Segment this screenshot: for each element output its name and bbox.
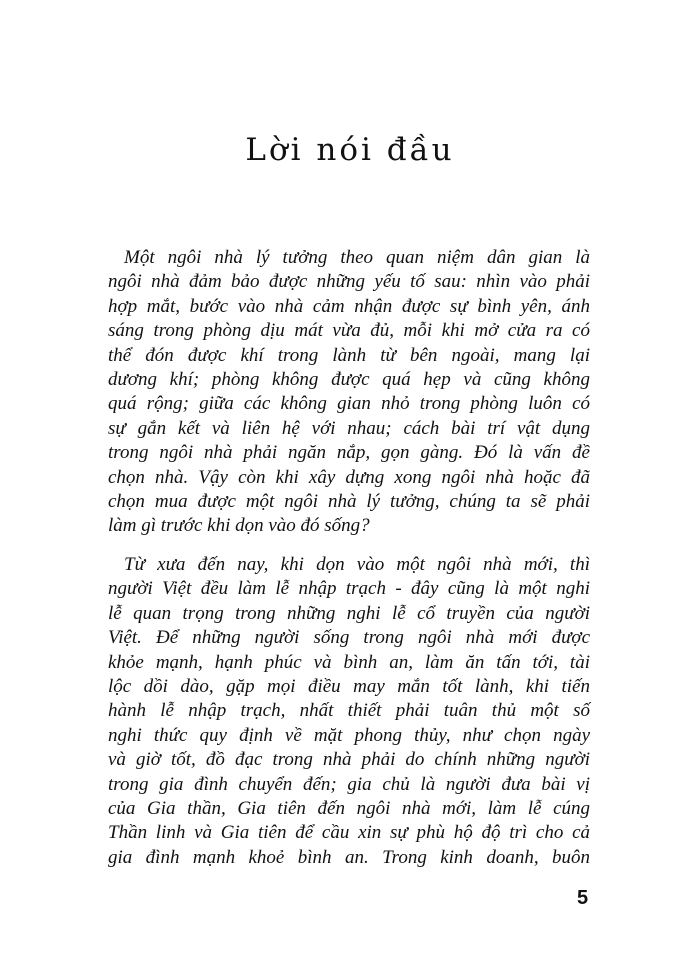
text-line: người Việt đều làm lễ nhập trạch - đây cũng là một nghi <box>108 578 590 600</box>
text-line: sáng trong phòng dịu mát vừa đủ, mỗi khi mở cửa ra có <box>108 320 590 342</box>
text-line: sự gắn kết và liên hệ với nhau; cách bài trí vật dụng <box>108 417 590 439</box>
text-line: Việt. Để những người sống trong ngôi nhà mới được <box>108 627 590 649</box>
paragraph-1 <box>108 246 590 539</box>
text-line: nghi thức quy định về mặt phong thủy, như chọn ngày <box>108 724 590 746</box>
text-line: khỏe mạnh, hạnh phúc và bình an, làm ăn tấn tới, tài <box>108 651 590 673</box>
text-line: hợp mắt, bước vào nhà cảm nhận được sự bình yên, ánh <box>108 295 590 317</box>
text-line: làm gì trước khi dọn vào đó sống? <box>108 515 370 537</box>
text-line: trong ngôi nhà phải ngăn nắp, gọn gàng. Đó là vấn đề <box>108 442 590 464</box>
text-line: Thần linh và Gia tiên để cầu xin sự phù hộ độ trì cho cả <box>108 822 590 844</box>
text-line: ngôi nhà đảm bảo được những yếu tố sau: nhìn vào phải <box>108 271 590 293</box>
text-line: Từ xưa đến nay, khi dọn vào một ngôi nhà mới, thì <box>124 554 590 575</box>
text-line: lễ quan trọng trong những nghi lễ cổ truyền của người <box>108 602 590 624</box>
text-line: hành lễ nhập trạch, nhất thiết phải tuân thủ một số <box>108 700 590 722</box>
page-number: 5 <box>577 887 589 909</box>
text-line: Một ngôi nhà lý tưởng theo quan niệm dân gian là <box>124 247 590 268</box>
text-line: trong gia đình chuyển đến; gia chủ là người đưa bài vị <box>108 773 590 795</box>
text-line: thể đón được khí trong lành từ bên ngoài, mang lại <box>108 344 590 366</box>
text-line: dương khí; phòng không được quá hẹp và cũng không <box>108 368 590 390</box>
text-line: và giờ tốt, đồ đạc trong nhà phải do chính những người <box>108 749 590 771</box>
text-line: lộc dồi dào, gặp mọi điều may mắn tốt lành, khi tiến <box>108 675 590 697</box>
text-line: chọn nhà. Vậy còn khi xây dựng xong ngôi nhà hoặc đã <box>108 466 590 488</box>
text-line: quá rộng; giữa các không gian nhỏ trong phòng luôn có <box>108 393 590 415</box>
paragraph-2 <box>108 553 590 870</box>
page-title: Lời nói đầu <box>245 132 455 168</box>
text-line: chọn mua được một ngôi nhà lý tưởng, chúng ta sẽ phải <box>108 490 590 512</box>
text-line: gia đình mạnh khoẻ bình an. Trong kinh doanh, buôn <box>108 846 590 868</box>
text-line: của Gia thần, Gia tiên đến ngôi nhà mới, làm lễ cúng <box>108 797 590 819</box>
